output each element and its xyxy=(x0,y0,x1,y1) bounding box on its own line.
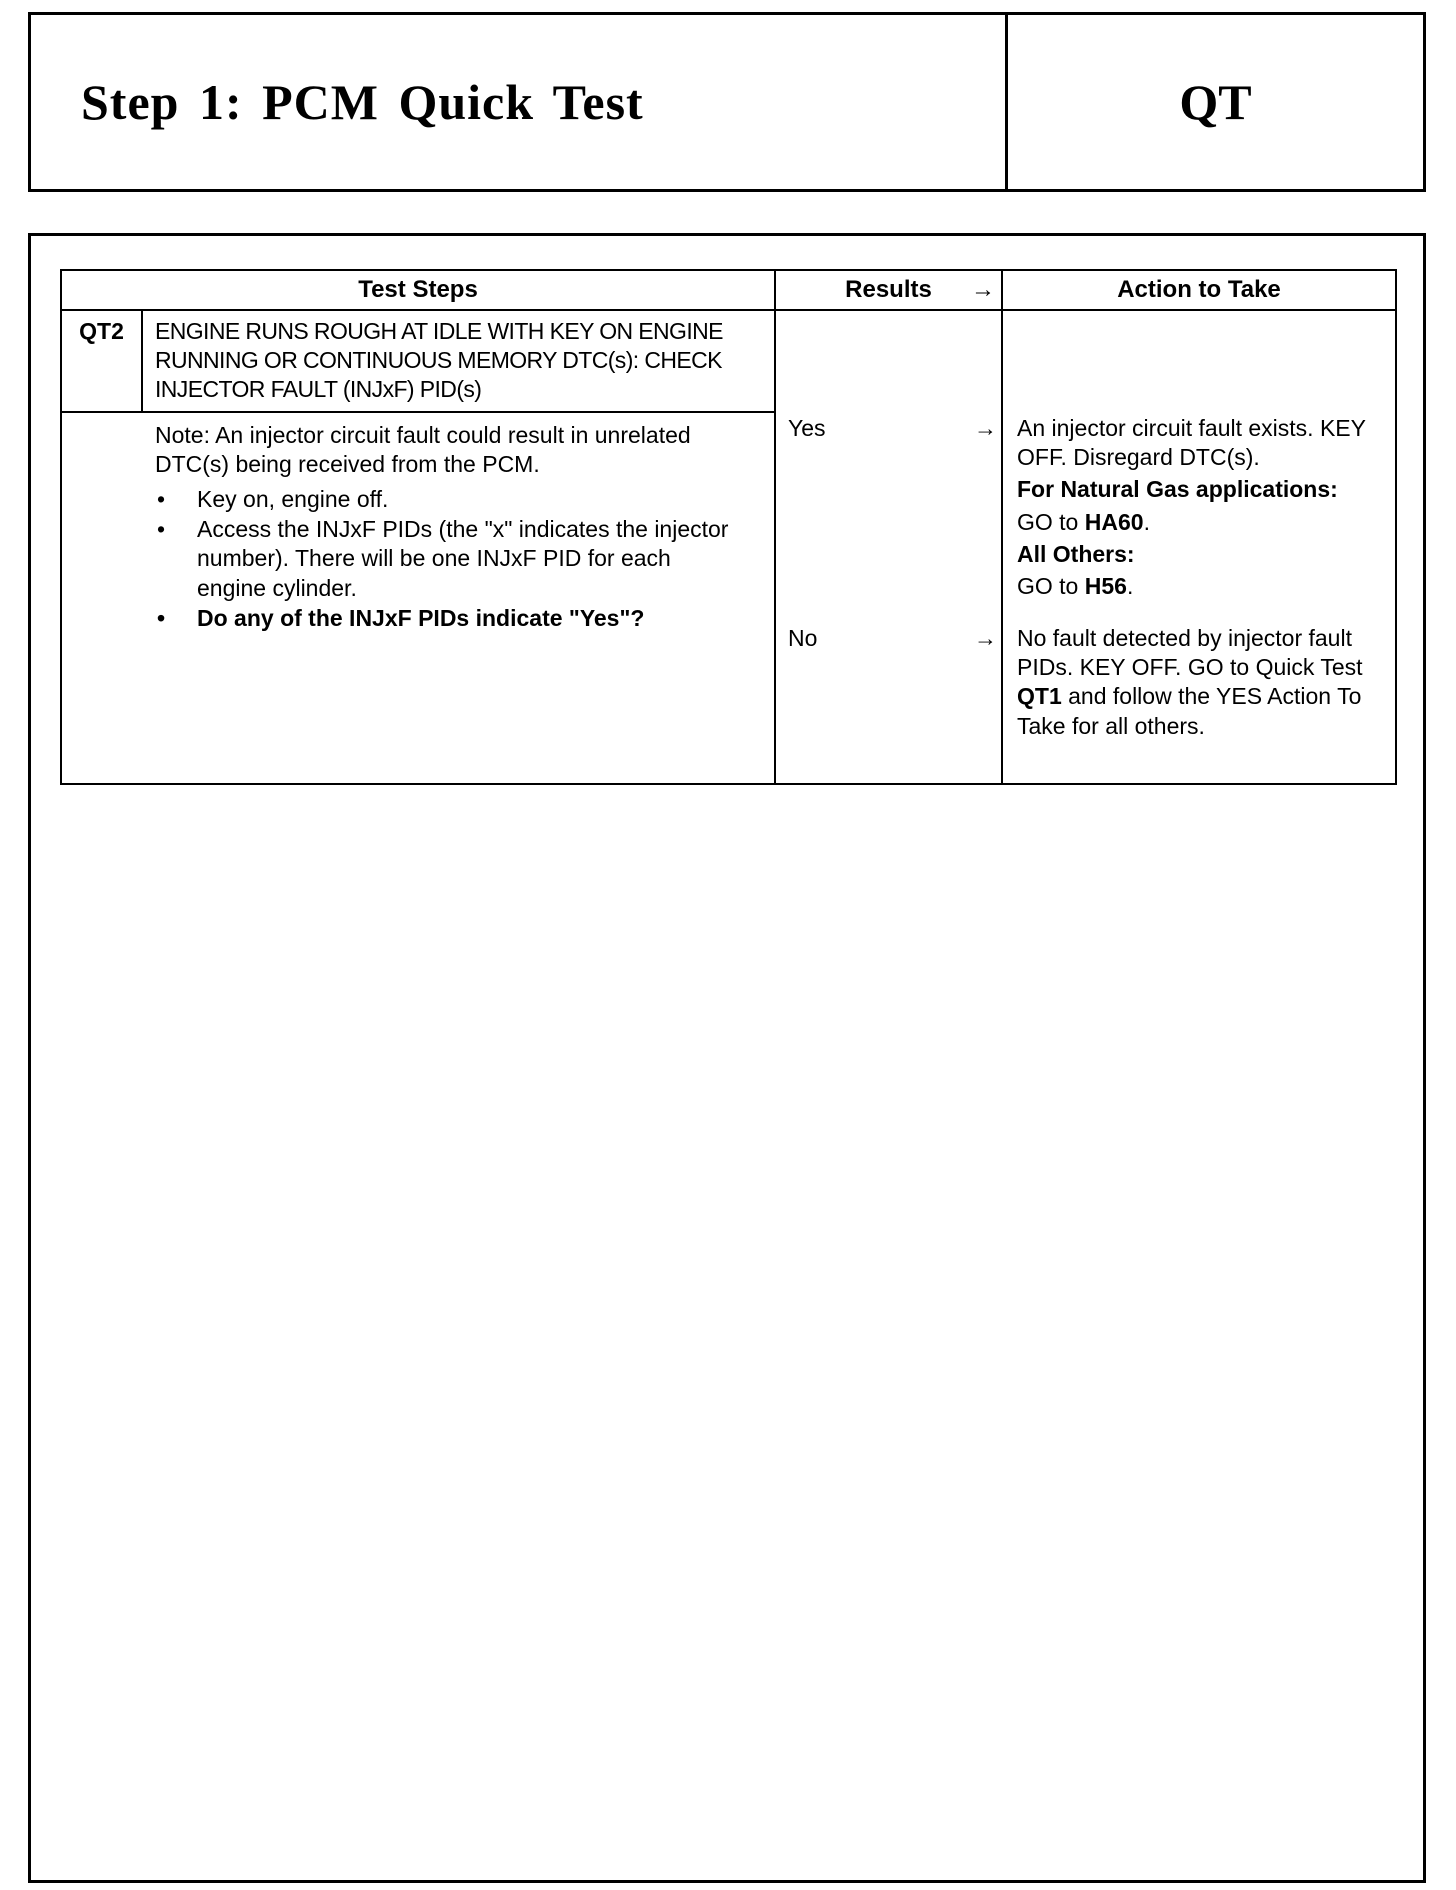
step-title: ENGINE RUNS ROUGH AT IDLE WITH KEY ON ENGINE RUNNING OR CONTINUOUS MEMORY DTC(s): CHECK INJECTOR FAULT (INJxF) PID(s) xyxy=(142,310,775,412)
step-code: QT2 xyxy=(61,310,142,412)
page-title: Step 1: PCM Quick Test xyxy=(31,15,1008,189)
result-yes-label: Yes xyxy=(788,415,826,441)
header-box xyxy=(28,12,1426,192)
list-item: • Key on, engine off. xyxy=(155,485,734,514)
natural-gas-label: For Natural Gas applications: xyxy=(1017,476,1338,503)
arrow-icon: → xyxy=(974,415,997,441)
header-results xyxy=(775,270,1002,310)
action-cell xyxy=(1002,310,1396,784)
action-yes xyxy=(1017,414,1387,624)
results-cell xyxy=(775,310,1002,784)
natural-gas-goto: GO to HA60. xyxy=(1017,508,1150,535)
list-item: • Access the INJxF PIDs (the "x" indicates the injector number). There will be one INJxF PID for each engine cylinder. xyxy=(155,515,734,603)
all-others-label: All Others: xyxy=(1017,540,1135,567)
action-yes-text: An injector circuit fault exists. KEY OFF. Disregard DTC(s). xyxy=(1017,415,1366,471)
result-no-label: No xyxy=(788,625,818,651)
result-yes xyxy=(788,414,1001,624)
step-note: Note: An injector circuit fault could result in unrelated DTC(s) being received from the PCM. xyxy=(155,421,691,477)
header-test-steps: Test Steps xyxy=(61,270,775,310)
step-title-row xyxy=(61,310,1396,412)
all-others-goto: GO to H56. xyxy=(1017,573,1134,600)
header-results-label: Results xyxy=(845,275,932,303)
arrow-icon: → xyxy=(974,625,997,651)
step-body xyxy=(61,412,775,784)
table-header-row xyxy=(61,270,1396,310)
result-no xyxy=(788,624,1001,653)
header-action: Action to Take xyxy=(1002,270,1396,310)
content-box xyxy=(28,233,1426,1883)
list-item: • Do any of the INJxF PIDs indicate "Yes"? xyxy=(155,604,734,633)
test-steps-table xyxy=(60,269,1397,785)
arrow-icon: → xyxy=(971,275,995,303)
action-no: No fault detected by injector fault PIDs. KEY OFF. GO to Quick Test QT1 and follow the YES Action To Take for all others. xyxy=(1017,625,1363,739)
section-code: QT xyxy=(1179,74,1252,130)
step-bullets xyxy=(155,485,734,633)
